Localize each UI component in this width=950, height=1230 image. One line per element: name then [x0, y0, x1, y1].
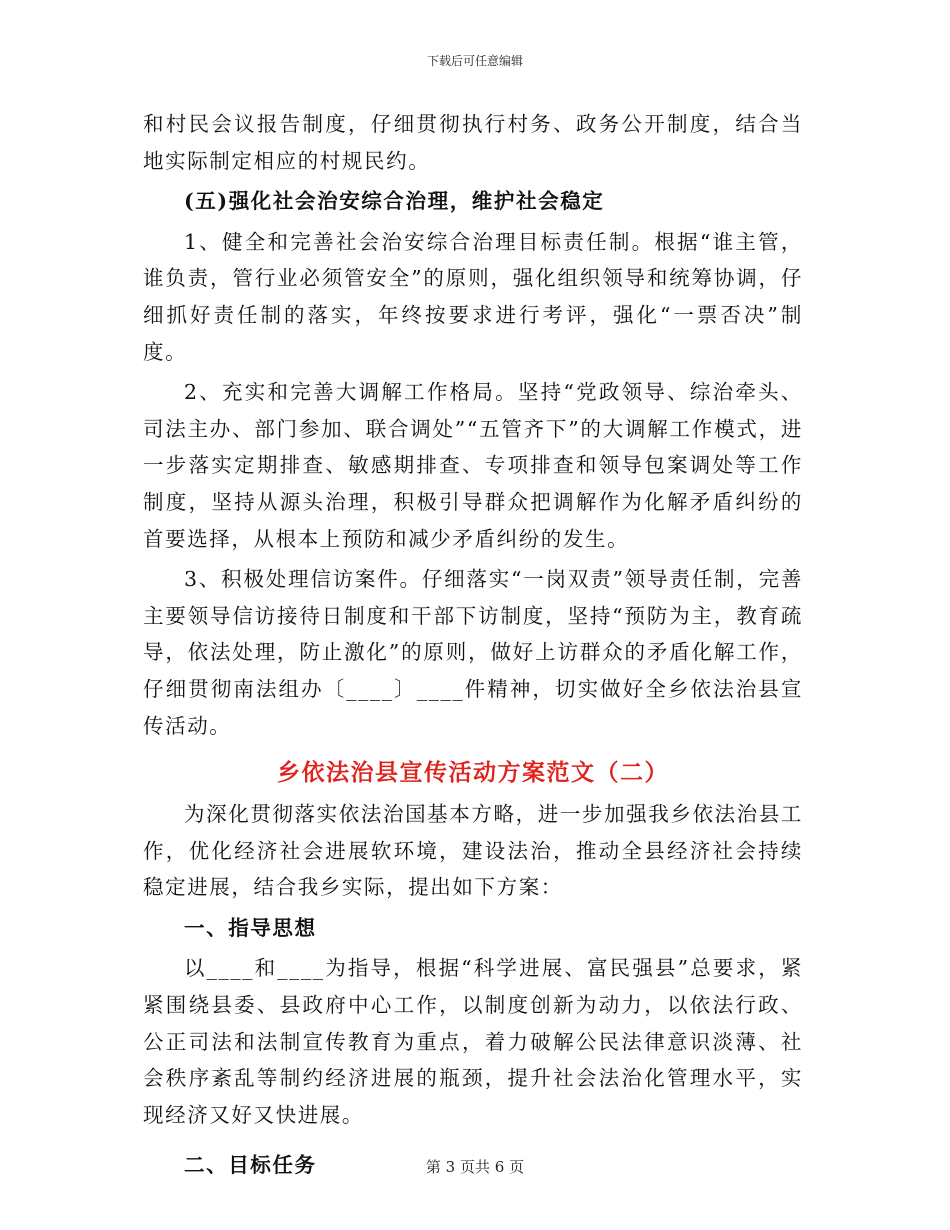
paragraph-village-rules: 和村民会议报告制度，仔细贯彻执行村务、政务公开制度，结合当地实际制定相应的村规民约。 [143, 112, 803, 173]
paragraph-guiding-ideology: 以____和____为指导，根据“科学进展、富民强县”总要求，紧紧围绕县委、县政府中心工作，以制度创新为动力，以依法行政、公正司法和法制宣传教育为重点，着力破解公民法律意识淡薄、社会秩序紊乱等制约经济进展的瓶颈，提升社会法治化管理水平，实现经济又好又快进展。 [143, 956, 803, 1127]
page-header: 下载后可任意编辑 [426, 54, 523, 68]
paragraph-petitions: 3、积极处理信访案件。仔细落实“一岗双责”领导责任制，完善主要领导信访接待日制度和干部下访制度，坚持“预防为主，教育疏导，依法处理，防止激化”的原则，做好上访群众的矛盾化解工作，仔细贯彻南法组办〔____〕____件精神，切实做好全乡依法治县宣传活动。 [143, 567, 803, 738]
section-heading-goals: 二、目标任务 [184, 1153, 317, 1178]
page-number: 第 3 页共 6 页 [425, 1158, 525, 1176]
document-body [143, 106, 803, 1184]
section-heading-social-order: (五)强化社会治安综合治理，维护社会稳定 [184, 189, 605, 214]
document-title: 乡依法治县宣传活动方案范文（二） [277, 759, 669, 787]
paragraph-introduction: 为深化贯彻落实依法治国基本方略，进一步加强我乡依法治县工作，优化经济社会进展软环境，建设法治，推动全县经济社会持续稳定进展，结合我乡实际，提出如下方案： [143, 802, 803, 900]
paragraph-mediation: 2、充实和完善大调解工作格局。坚持“党政领导、综治牵头、司法主办、部门参加、联合调处”“五管齐下”的大调解工作模式，进一步落实定期排查、敏感期排查、专项排查和领导包案调处等工作制度，坚持从源头治理，积极引导群众把调解作为化解矛盾纠纷的首要选择，从根本上预防和减少矛盾纠纷的发生。 [143, 380, 803, 551]
paragraph-responsibility-system: 1、健全和完善社会治安综合治理目标责任制。根据“谁主管，谁负责，管行业必须管安全”的原则，强化组织领导和统筹协调，仔细抓好责任制的落实，年终按要求进行考评，强化“一票否决”制度。 [143, 229, 803, 364]
section-heading-guiding-ideology: 一、指导思想 [184, 915, 317, 940]
